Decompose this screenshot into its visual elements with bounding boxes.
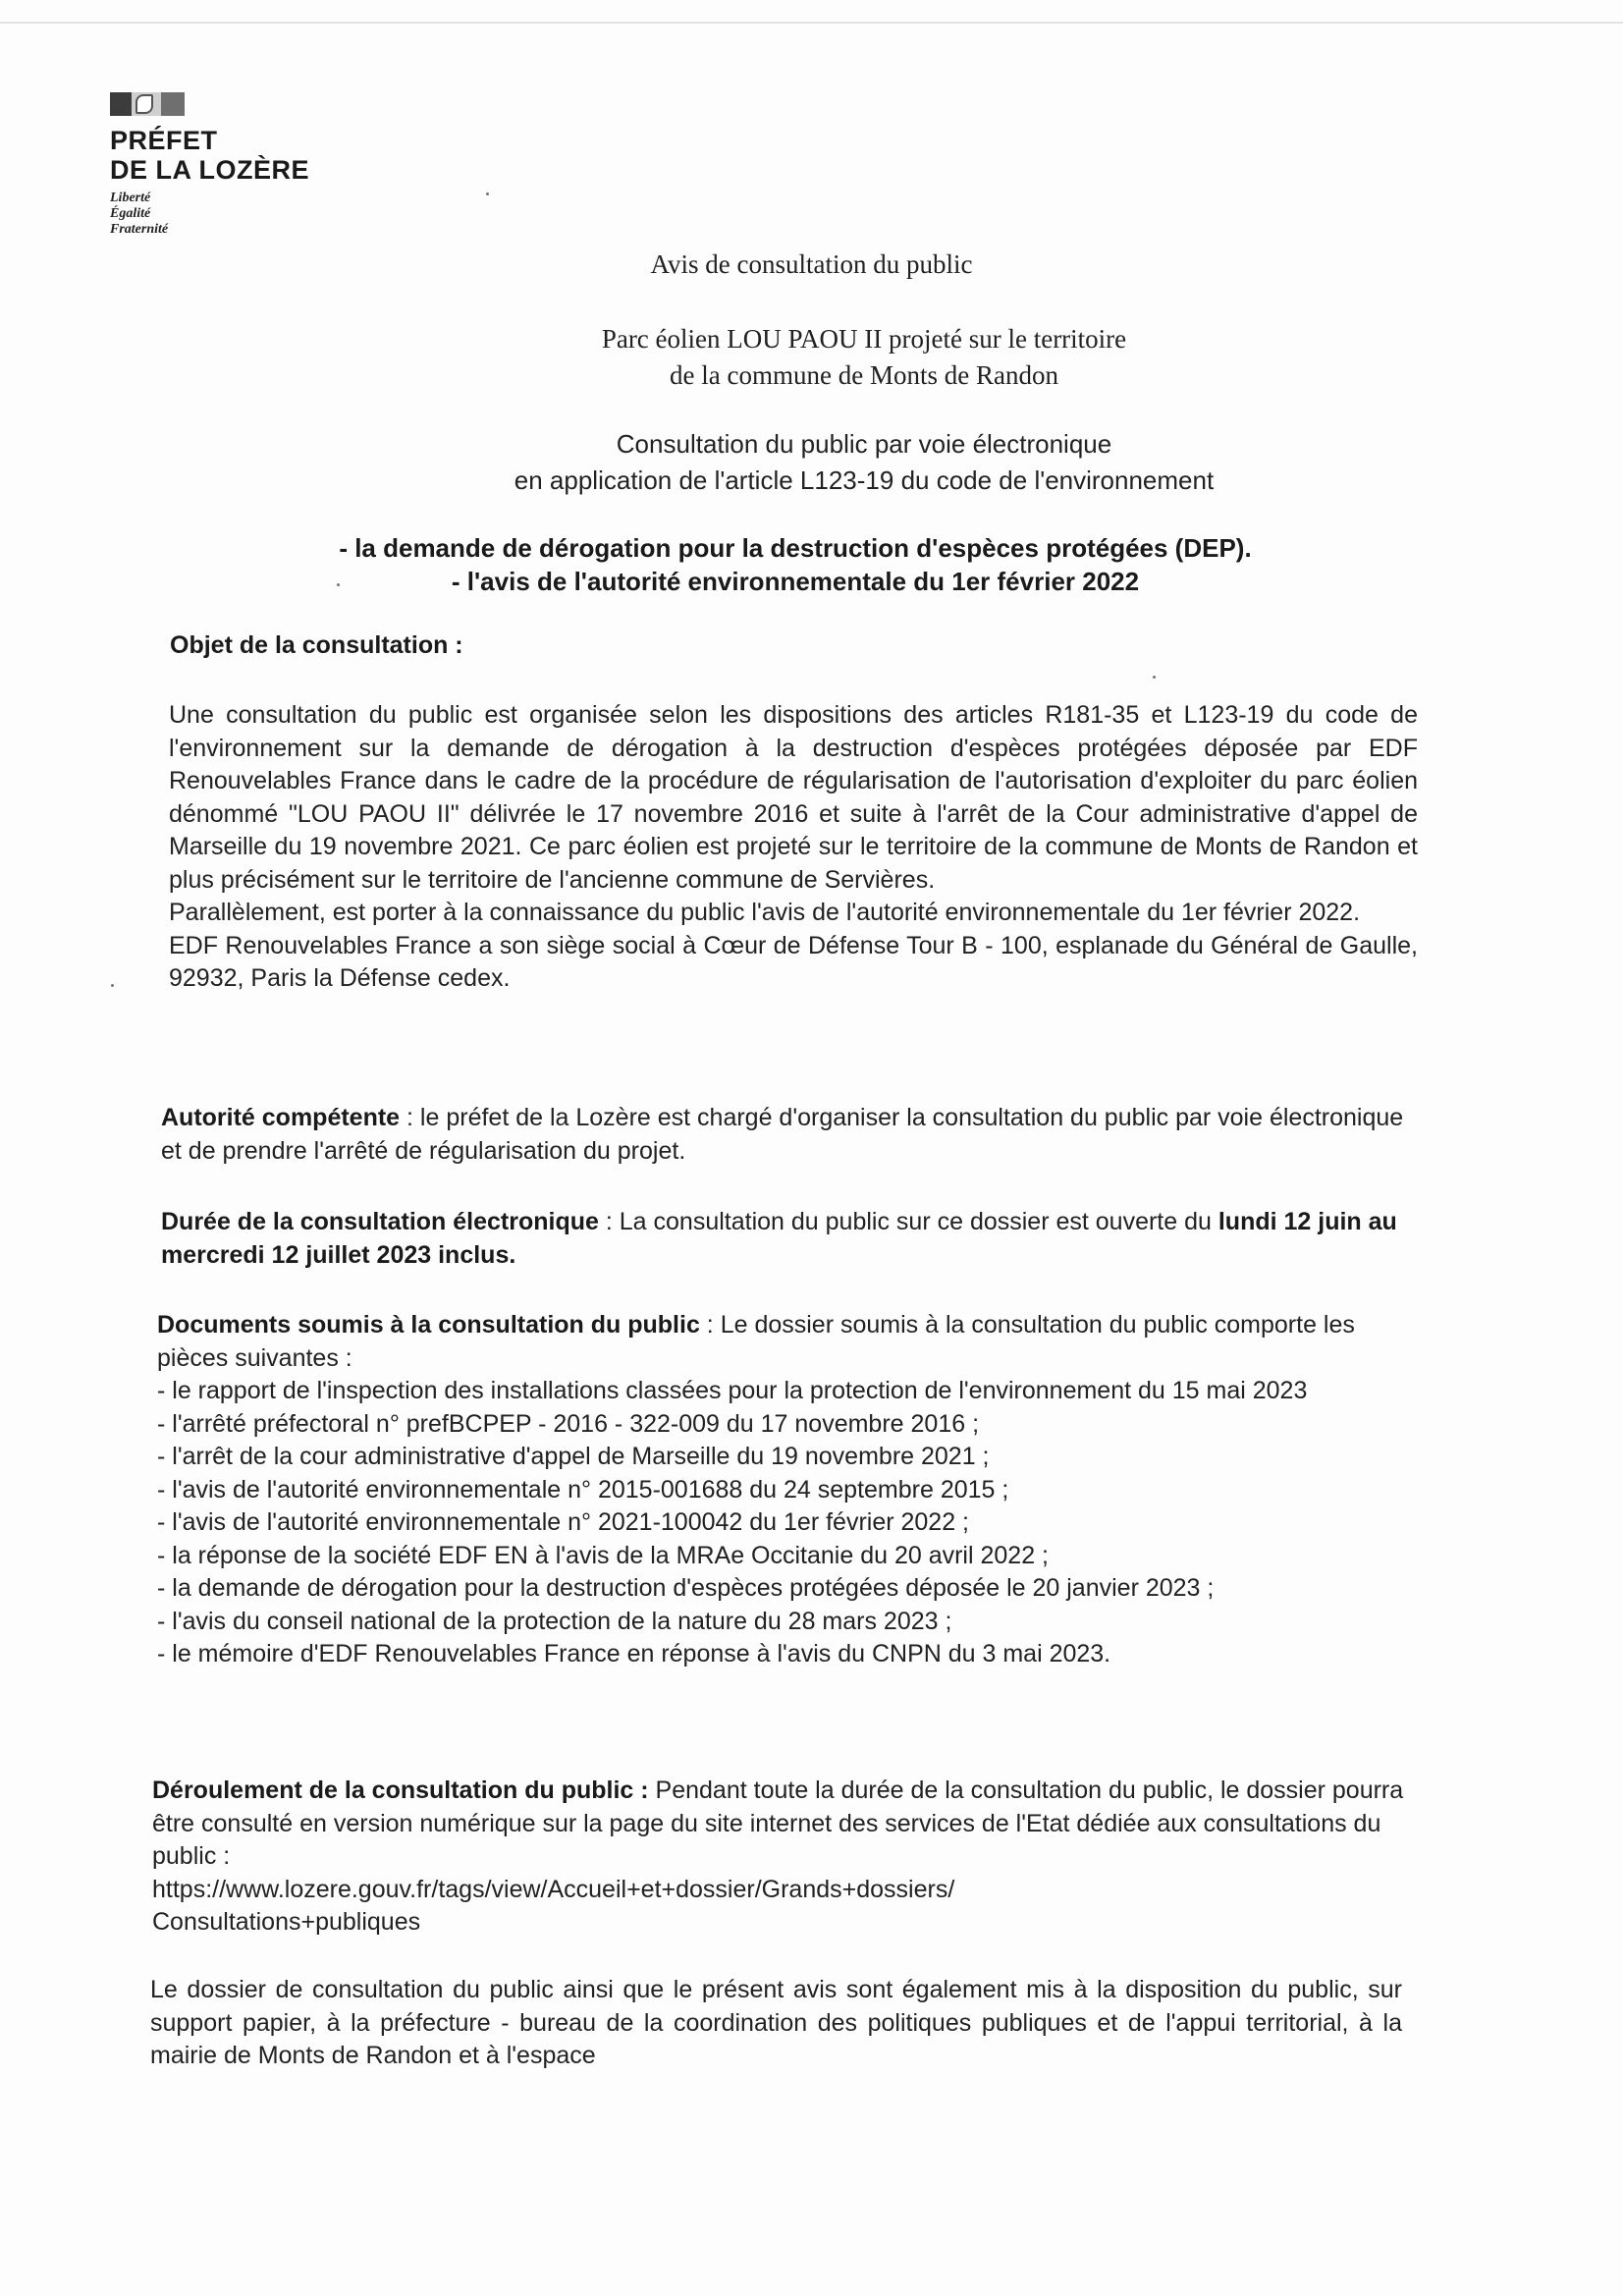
duree-section	[161, 1206, 1428, 1272]
document-item-8: - l'avis du conseil national de la protection de la nature du 28 mars 2023 ;	[157, 1607, 952, 1635]
objet-paragraph-2: Parallèlement, est porter à la connaissance du public l'avis de l'autorité environnementale du 1er février 2022.	[169, 899, 1361, 926]
duree-label: Durée de la consultation électronique	[161, 1208, 599, 1235]
deroulement-section	[152, 1775, 1419, 1940]
scan-edge-line	[0, 22, 1623, 24]
prefet-line-2: DE LA LOZÈRE	[110, 155, 310, 185]
republic-motto	[110, 191, 309, 238]
duree-dates: lundi 12 juin au mercredi 12 juillet 2023 inclus.	[161, 1208, 1397, 1269]
documents-label: Documents soumis à la consultation du public	[157, 1311, 700, 1339]
objet-paragraph-3: EDF Renouvelables France a son siège social à Cœur de Défense Tour B - 100, esplanade du Général de Gaulle, 92932, Paris la Défense cedex.	[169, 931, 1418, 992]
deroulement-text: Pendant toute la durée de la consultation du public, le dossier pourra être consulté en version numérique sur la page du site internet des services de l'Etat dédiée aux consultations du public :	[152, 1777, 1404, 1870]
project-title-line-1: Parc éolien LOU PAOU II projeté sur le territoire	[601, 324, 1127, 354]
deroulement-label: Déroulement de la consultation du public :	[152, 1777, 649, 1804]
availability-paragraph	[150, 1974, 1402, 2073]
consultation-url-line-1: https://www.lozere.gouv.fr/tags/view/Accueil+et+dossier/Grands+dossiers/	[152, 1875, 955, 1903]
scan-speck	[486, 192, 489, 195]
scan-speck	[111, 984, 114, 987]
subject-line-1: - la demande de dérogation pour la destruction d'espèces protégées (DEP).	[339, 533, 1252, 563]
consultation-subtitle-line-2: en application de l'article L123-19 du code de l'environnement	[514, 465, 1215, 495]
motto-fraternite: Fraternité	[110, 222, 169, 237]
prefet-line-1: PRÉFET	[110, 126, 218, 155]
autorite-label: Autorité compétente	[161, 1104, 401, 1131]
scan-speck	[337, 583, 340, 586]
autorite-section	[161, 1102, 1408, 1168]
prefet-title	[110, 126, 309, 185]
document-item-1: - le rapport de l'inspection des installations classées pour la protection de l'environnement du 15 mai 2023	[157, 1377, 1308, 1404]
motto-egalite: Égalité	[110, 206, 151, 221]
document-item-9: - le mémoire d'EDF Renouvelables France en réponse à l'avis du CNPN du 3 mai 2023.	[157, 1640, 1111, 1667]
document-item-5: - l'avis de l'autorité environnementale n° 2021-100042 du 1er février 2022 ;	[157, 1508, 970, 1536]
autorite-text: : le préfet de la Lozère est chargé d'organiser la consultation du public par voie électronique et de prendre l'arrêté de régularisation du projet.	[161, 1104, 1404, 1165]
subject-line-2: - l'avis de l'autorité environnementale du 1er février 2022	[451, 567, 1140, 596]
prefecture-logo	[110, 90, 309, 238]
documents-text: : Le dossier soumis à la consultation du public comporte les pièces suivantes :	[157, 1311, 1355, 1372]
consultation-subtitle-line-1: Consultation du public par voie électronique	[616, 429, 1112, 459]
document-item-4: - l'avis de l'autorité environnementale n° 2015-001688 du 24 septembre 2015 ;	[157, 1475, 1009, 1503]
notice-title: Avis de consultation du public	[650, 249, 973, 279]
project-title-line-2: de la commune de Monts de Randon	[670, 360, 1058, 390]
objet-paragraph-1: Une consultation du public est organisée selon les dispositions des articles R181-35 et L123-19 du code de l'environnement sur la demande de dérogation à la destruction d'espèces protégées déposée par EDF Renouvelables France dans le cadre de la procédure de régularisation de l'autorisation d'exploiter du parc éolien dénommé "LOU PAOU II" délivrée le 17 novembre 2016 et suite à l'arrêt de la Cour administrative d'appel de Marseille du 19 novembre 2021. Ce parc éolien est projeté sur le territoire de la commune de Monts de Randon et plus précisément sur le territoire de l'ancienne commune de Servières.	[169, 701, 1418, 894]
motto-liberte: Liberté	[110, 191, 151, 205]
documents-section	[157, 1309, 1424, 1671]
objet-heading: Objet de la consultation :	[170, 631, 463, 659]
availability-text: Le dossier de consultation du public ainsi que le présent avis sont également mis à la disposition du public, sur support papier, à la préfecture - bureau de la coordination des politiques publiques et de l'appui territorial, à la mairie de Monts de Randon et à l'espace	[150, 1976, 1402, 2069]
document-item-6: - la réponse de la société EDF EN à l'avis de la MRAe Occitanie du 20 avril 2022 ;	[157, 1541, 1049, 1569]
duree-text: : La consultation du public sur ce dossier est ouverte du	[598, 1208, 1218, 1235]
objet-section	[169, 699, 1418, 996]
document-item-2: - l'arrêté préfectoral n° prefBCPEP - 2016 - 322-009 du 17 novembre 2016 ;	[157, 1409, 980, 1438]
marianne-flag-icon	[110, 90, 187, 118]
consultation-url-line-2: Consultations+publiques	[152, 1908, 421, 1936]
scan-speck	[1153, 676, 1156, 679]
document-item-7: - la demande de dérogation pour la destruction d'espèces protégées déposée le 20 janvier 2023 ;	[157, 1574, 1215, 1602]
document-item-3: - l'arrêt de la cour administrative d'appel de Marseille du 19 novembre 2021 ;	[157, 1443, 990, 1470]
